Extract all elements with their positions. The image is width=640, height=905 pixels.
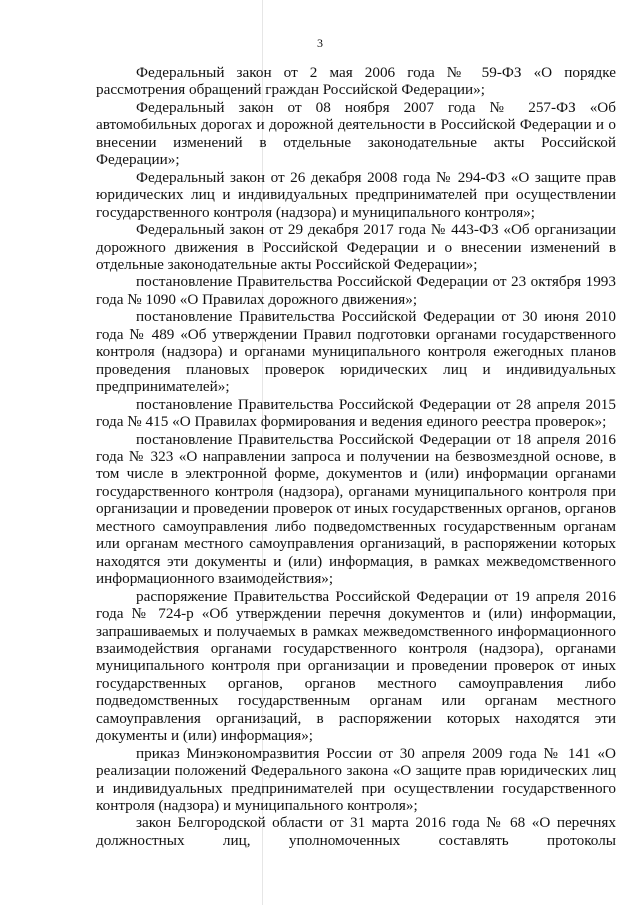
paragraph-law-59-fz: Федеральный закон от 2 мая 2006 года № 59-ФЗ «О порядке рассмотрения обращений граждан Российской Федерации»;	[96, 64, 616, 99]
paragraph-resolution-1090: постановление Правительства Российской Федерации от 23 октября 1993 года № 1090 «О Правилах дорожного движения»;	[96, 273, 616, 308]
paragraph-order-724-r: распоряжение Правительства Российской Федерации от 19 апреля 2016 года № 724-р «Об утверждении перечня документов и (или) информации, запрашиваемых и получаемых в рамках межведомственного информационного взаимодействия органами государственного контроля (надзора), органами муниципального контроля при организации и проведении проверок от иных государственных органов, органов местного самоуправления либо подведомственных государственным органам или органам местного самоуправления организаций, в распоряжении которых находятся эти документы и (или) информация»;	[96, 587, 616, 745]
paragraph-resolution-415: постановление Правительства Российской Федерации от 28 апреля 2015 года № 415 «О Правилах формирования и ведения единого реестра проверок»;	[96, 395, 616, 431]
paragraph-law-443-fz: Федеральный закон от 29 декабря 2017 года № 443-ФЗ «Об организации дорожного движения в Российской Федерации и о внесении изменений в отдельные законодательные акты Российской Федерации»;	[96, 221, 616, 273]
paragraph-resolution-323: постановление Правительства Российской Федерации от 18 апреля 2016 года № 323 «О направлении запроса и получении на безвозмездной основе, в том числе в электронной форме, документов и (или) информации органами государственного контроля (надзора), органами муниципального контроля при организации и проведении проверок от иных государственных органов, органов местного самоуправления либо подведомственных государственным органам или органам местного самоуправления организаций, в распоряжении которых находятся эти документы и (или) информация, в рамках межведомственного информационного взаимодействия»;	[96, 430, 616, 588]
document-body	[96, 64, 616, 849]
paragraph-resolution-489: постановление Правительства Российской Федерации от 30 июня 2010 года № 489 «Об утверждении Правил подготовки органами государственного контроля (надзора) и органами муниципального контроля ежегодных планов проведения плановых проверок юридических лиц и индивидуальных предпринимателей»;	[96, 308, 616, 396]
paragraph-law-257-fz: Федеральный закон от 08 ноября 2007 года № 257-ФЗ «Об автомобильных дорогах и дорожной деятельности в Российской Федерации и о внесении изменений в отдельные законодательные акты Российской Федерации»;	[96, 98, 616, 169]
page-number: 3	[317, 36, 323, 50]
paragraph-law-294-fz: Федеральный закон от 26 декабря 2008 года № 294-ФЗ «О защите прав юридических лиц и индивидуальных предпринимателей при осуществлении государственного контроля (надзора) и муниципального контроля»;	[96, 168, 616, 221]
paragraph-belgorod-law-68: закон Белгородской области от 31 марта 2016 года № 68 «О перечнях должностных лиц, уполномоченных составлять протоколы	[96, 814, 616, 849]
paragraph-order-141: приказ Минэкономразвития России от 30 апреля 2009 года № 141 «О реализации положений Федерального закона «О защите прав юридических лиц и индивидуальных предпринимателей при осуществлении государственного контроля (надзора) и муниципального контроля»;	[96, 744, 616, 815]
